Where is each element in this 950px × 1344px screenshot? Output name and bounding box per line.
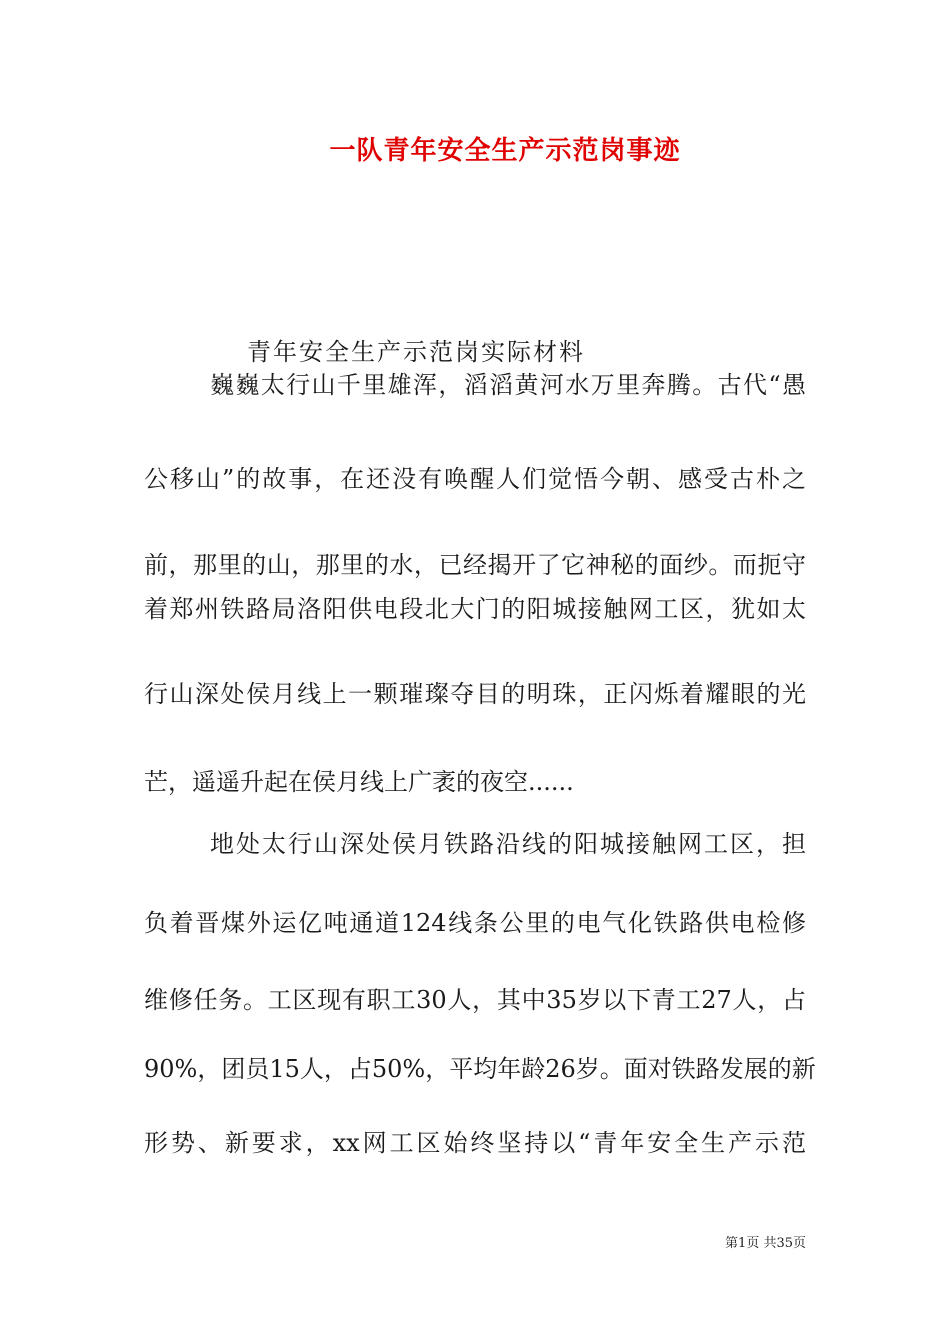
body-line: 负着晋煤外运亿吨通道124线条公里的电气化铁路供电检修 bbox=[144, 909, 806, 937]
body-line: 巍巍太行山千里雄浑，滔滔黄河水万里奔腾。古代“愚 bbox=[210, 371, 806, 399]
body-line: 形势、新要求，xx网工区始终坚持以“青年安全生产示范 bbox=[144, 1129, 806, 1157]
body-line: 90%，团员15人，占50%，平均年龄26岁。面对铁路发展的新 bbox=[144, 1055, 816, 1083]
document-title: 一队青年安全生产示范岗事迹 bbox=[329, 136, 681, 166]
body-line: 公移山”的故事，在还没有唤醒人们觉悟今朝、感受古朴之 bbox=[144, 465, 806, 493]
body-line: 维修任务。工区现有职工30人，其中35岁以下青工27人，占 bbox=[144, 986, 806, 1014]
body-line: 地处太行山深处侯月铁路沿线的阳城接触网工区，担 bbox=[210, 830, 806, 858]
body-line: 着郑州铁路局洛阳供电段北大门的阳城接触网工区，犹如太 bbox=[144, 595, 806, 623]
body-line: 行山深处侯月线上一颗璀璨夺目的明珠，正闪烁着耀眼的光 bbox=[144, 680, 806, 708]
body-line: 前，那里的山，那里的水，已经揭开了它神秘的面纱。而扼守 bbox=[144, 551, 806, 579]
page-footer: 第1页 共35页 bbox=[725, 1236, 806, 1251]
document-subtitle: 青年安全生产示范岗实际材料 bbox=[247, 338, 585, 366]
body-line: 芒，遥遥升起在侯月线上广袤的夜空...... bbox=[144, 768, 574, 796]
